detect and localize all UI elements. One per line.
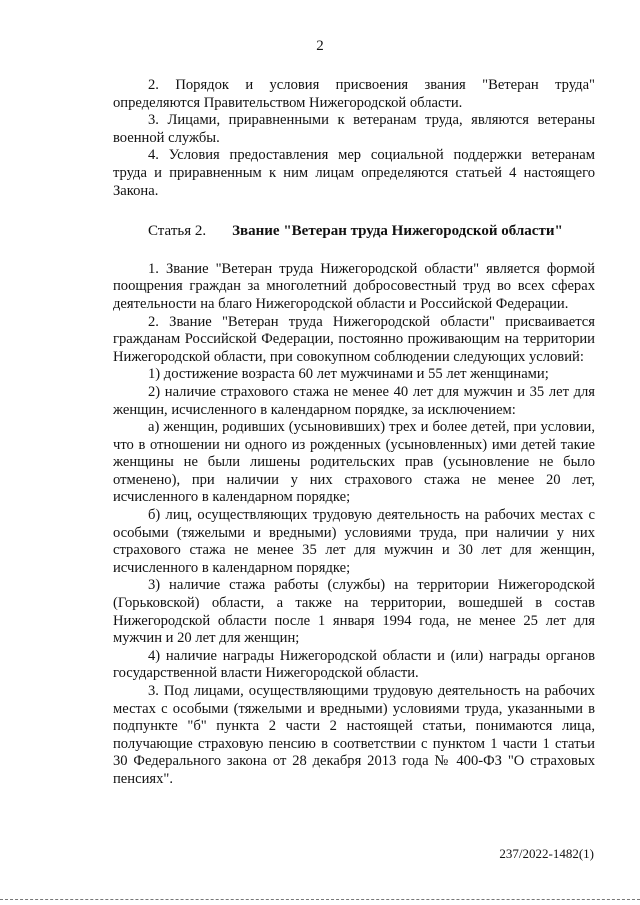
paragraph: а) женщин, родивших (усыновивших) трех и более детей, при условии, что в отношении ни одного из рожденных (усыновленных) ими детей такие женщины не были лишены родительских прав (усыновление не было отменено), при наличии у них страхового стажа не менее 20 лет, исчисленного в календарном порядке;	[113, 419, 595, 506]
document-code: 237/2022-1482(1)	[499, 846, 594, 861]
paragraph: 2. Звание "Ветеран труда Нижегородской области" присваивается гражданам Российской Федерации, постоянно проживающим на территории Нижегородской области, при совокупном соблюдении следующих условий:	[113, 313, 595, 365]
paragraph: 3) наличие стажа работы (службы) на территории Нижегородской (Горьковской) области, а также на территории, вошедшей в состав Нижегородской области после 1 января 1994 года, не менее 25 лет для мужчин и 20 лет для женщин;	[113, 577, 595, 647]
page-number: 2	[316, 38, 324, 54]
paragraph: 1) достижение возраста 60 лет мужчинами и 55 лет женщинами;	[148, 366, 549, 383]
article-number: Статья 2.	[148, 223, 207, 240]
paragraph: 4. Условия предоставления мер социальной поддержки ветеранам труда и приравненным к ним лицам определяются статьей 4 настоящего Закона.	[113, 147, 595, 199]
paragraph: б) лиц, осуществляющих трудовую деятельность на рабочих местах с особыми (тяжелыми и вредными) условиями труда, при наличии у них страхового стажа не менее 35 лет для мужчин и 30 лет для женщин, исчисленного в календарном порядке;	[113, 507, 595, 576]
paragraph: 2. Порядок и условия присвоения звания "Ветеран труда" определяются Правительством Нижегородской области.	[113, 77, 595, 111]
paragraph: 4) наличие награды Нижегородской области и (или) награды органов государственной власти Нижегородской области.	[113, 647, 595, 682]
article-heading	[113, 223, 595, 241]
article-title: Звание "Ветеран труда Нижегородской области"	[232, 223, 563, 240]
paragraph: 1. Звание "Ветеран труда Нижегородской области" является формой поощрения граждан за многолетний добросовестный труд во всех сферах деятельности на благо Нижегородской области и Российской Федерации.	[113, 260, 595, 312]
document-body	[113, 77, 595, 789]
scan-edge-divider	[0, 899, 640, 901]
paragraph: 3. Лицами, приравненными к ветеранам труда, являются ветераны военной службы.	[113, 112, 595, 146]
paragraph: 2) наличие страхового стажа не менее 40 лет для мужчин и 35 лет для женщин, исчисленного в календарном порядке, за исключением:	[113, 383, 595, 418]
paragraph: 3. Под лицами, осуществляющими трудовую деятельность на рабочих местах с особыми (тяжелыми и вредными) условиями труда, указанными в подпункте "б" пункта 2 части 2 настоящей статьи, понимаются лица, получающие страховую пенсию в соответствии с пунктом 1 части 1 статьи 30 Федерального закона от 28 декабря 2013 года № 400-ФЗ "О страховых пенсиях".	[113, 683, 595, 787]
